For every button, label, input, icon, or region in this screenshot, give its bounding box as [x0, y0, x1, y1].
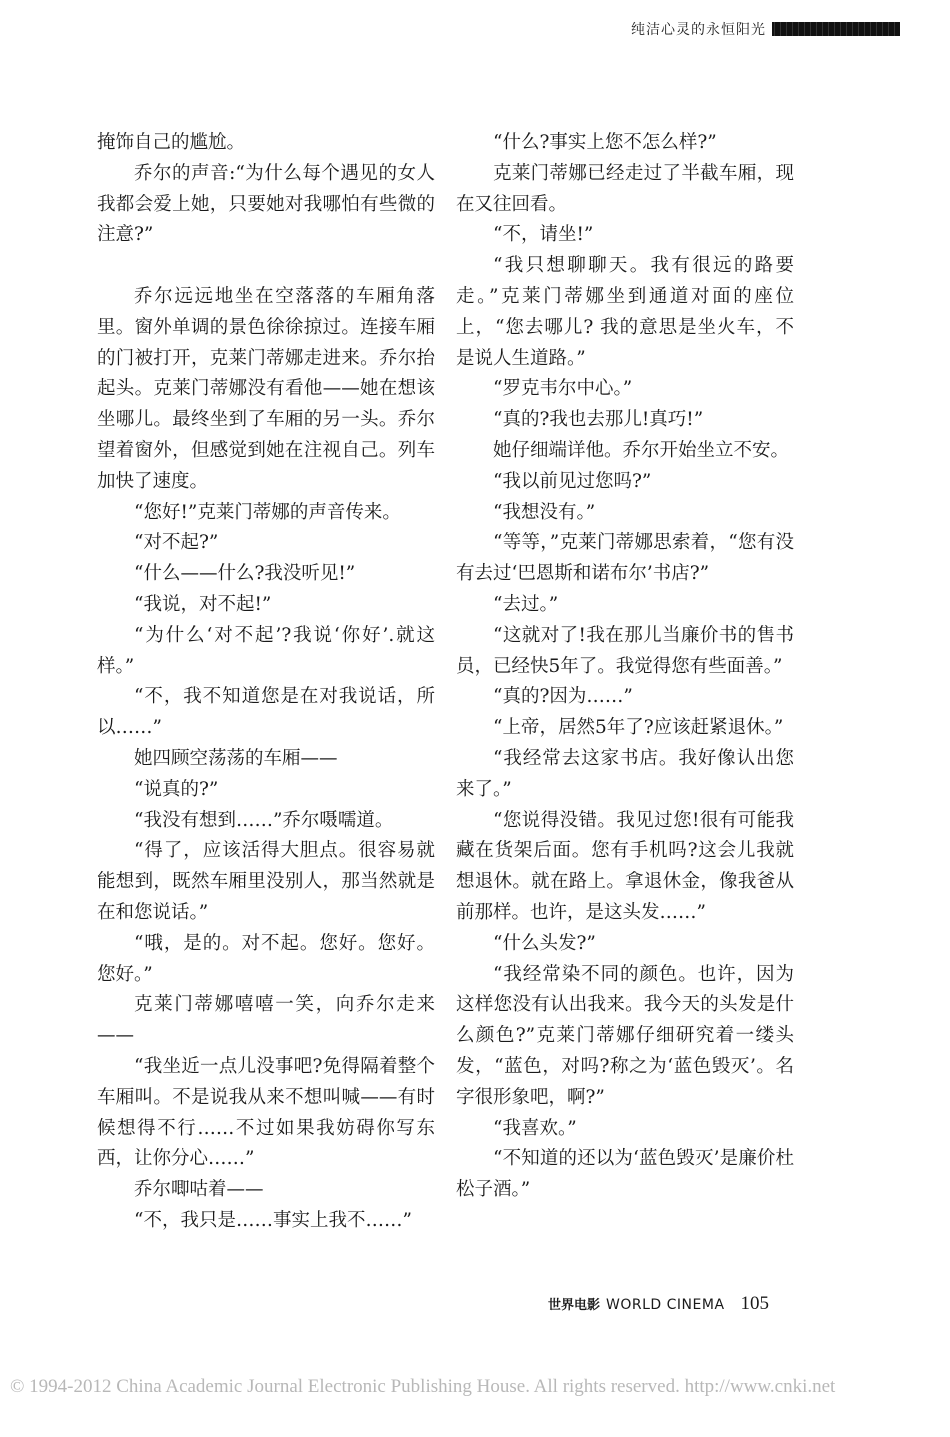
running-header-title: 纯洁心灵的永恒阳光 [631, 22, 766, 38]
paragraph: “什么——什么?我没听见!” [134, 563, 356, 585]
paragraph: “不，我只是……事实上我不……” [134, 1209, 412, 1231]
running-header [631, 18, 900, 40]
paragraph: “罗克韦尔中心。” [493, 378, 633, 400]
paragraph-gap [97, 251, 435, 282]
paragraph: “我说，对不起!” [134, 593, 272, 615]
paragraph: “不，我不知道您是在对我说话，所以……” [97, 686, 435, 739]
paragraph: “您好!”克莱门蒂娜的声音传来。 [134, 501, 401, 523]
journal-name-english: WORLD CINEMA [606, 1297, 725, 1313]
paragraph: 掩饰自己的尴尬。 [97, 132, 246, 153]
left-text-column [97, 128, 435, 1237]
right-text-column [456, 128, 794, 1206]
paragraph: “我喜欢。” [493, 1117, 577, 1139]
paragraph: “去过。” [493, 593, 559, 615]
paragraph: “为什么‘对不起’?我说‘你好’.就这样。” [97, 624, 435, 677]
paragraph: “说真的?” [134, 778, 219, 800]
paragraph: “我没有想到……”乔尔嗫嚅道。 [134, 809, 394, 831]
page-footer [548, 1293, 769, 1315]
paragraph: “这就对了!我在那儿当廉价书的售书员，已经快5年了。我觉得您有些面善。” [456, 624, 794, 677]
paragraph: “对不起?” [134, 532, 219, 554]
paragraph: “什么?事实上您不怎么样?” [493, 132, 717, 153]
page-number: 105 [740, 1293, 770, 1314]
paragraph: “我只想聊聊天。我有很远的路要走。”克莱门蒂娜坐到通道对面的座位上，“您去哪儿? 我的意思是坐火车，不是说人生道路。” [456, 255, 794, 369]
paragraph: “什么头发?” [493, 932, 596, 954]
paragraph: “您说得没错。我见过您!很有可能我藏在货架后面。您有手机吗?这会儿我就想退休。就在路上。拿退休金，像我爸从前那样。也许，是这头发……” [456, 809, 794, 923]
copyright-notice: © 1994-2012 China Academic Journal Electronic Publishing House. All rights reserved. http://www.cnki.net [10, 1376, 836, 1397]
paragraph: “上帝，居然5年了?应该赶紧退休。” [493, 717, 784, 739]
paragraph: “真的?我也去那儿!真巧!” [493, 409, 704, 431]
paragraph: “我经常去这家书店。我好像认出您来了。” [456, 747, 794, 800]
paragraph: 克莱门蒂娜嘻嘻一笑，向乔尔走来—— [97, 994, 435, 1047]
paragraph: “不，请坐!” [493, 224, 594, 246]
paragraph: “哦，是的。对不起。您好。您好。您好。” [97, 932, 435, 985]
paragraph: “不知道的还以为‘蓝色毁灭’是廉价杜松子酒。” [456, 1148, 794, 1201]
paragraph: “真的?因为……” [493, 686, 633, 708]
paragraph: “等等，”克莱门蒂娜思索着，“您有没有去过‘巴恩斯和诺布尔’书店?” [456, 532, 794, 585]
paragraph: 她仔细端详他。乔尔开始坐立不安。 [493, 439, 790, 461]
paragraph: “得了，应该活得大胆点。很容易就能想到，既然车厢里没别人，那当然就是在和您说话。” [97, 840, 435, 923]
paragraph: “我以前见过您吗?” [493, 470, 652, 492]
paragraph: “我经常染不同的颜色。也许，因为这样您没有认出我来。我今天的头发是什么颜色?”克莱门蒂娜仔细研究着一缕头发，“蓝色，对吗?称之为‘蓝色毁灭’。名字很形象吧，啊?” [456, 963, 794, 1108]
paragraph: 乔尔的声音:“为什么每个遇见的女人我都会爱上她，只要她对我哪怕有些微的注意?” [97, 162, 435, 246]
paragraph: “我想没有。” [493, 501, 596, 523]
paragraph: “我坐近一点儿没事吧?免得隔着整个车厢叫。不是说我从来不想叫喊——有时候想得不行……不过如果我妨碍你写东西，让你分心……” [97, 1055, 435, 1170]
header-decoration-bar [772, 22, 900, 36]
paragraph: 乔尔唧咕着—— [134, 1179, 264, 1201]
paragraph: 克莱门蒂娜已经走过了半截车厢，现在又往回看。 [456, 162, 794, 215]
journal-name-chinese: 世界电影 [548, 1298, 601, 1313]
paragraph: 乔尔远远地坐在空落落的车厢角落里。窗外单调的景色徐徐掠过。连接车厢的门被打开，克莱门蒂娜走进来。乔尔抬起头。克莱门蒂娜没有看他——她在想该坐哪儿。最终坐到了车厢的另一头。乔尔望着窗外，但感觉到她在注视自己。列车加快了速度。 [97, 285, 435, 492]
paragraph: 她四顾空荡荡的车厢—— [134, 747, 338, 769]
